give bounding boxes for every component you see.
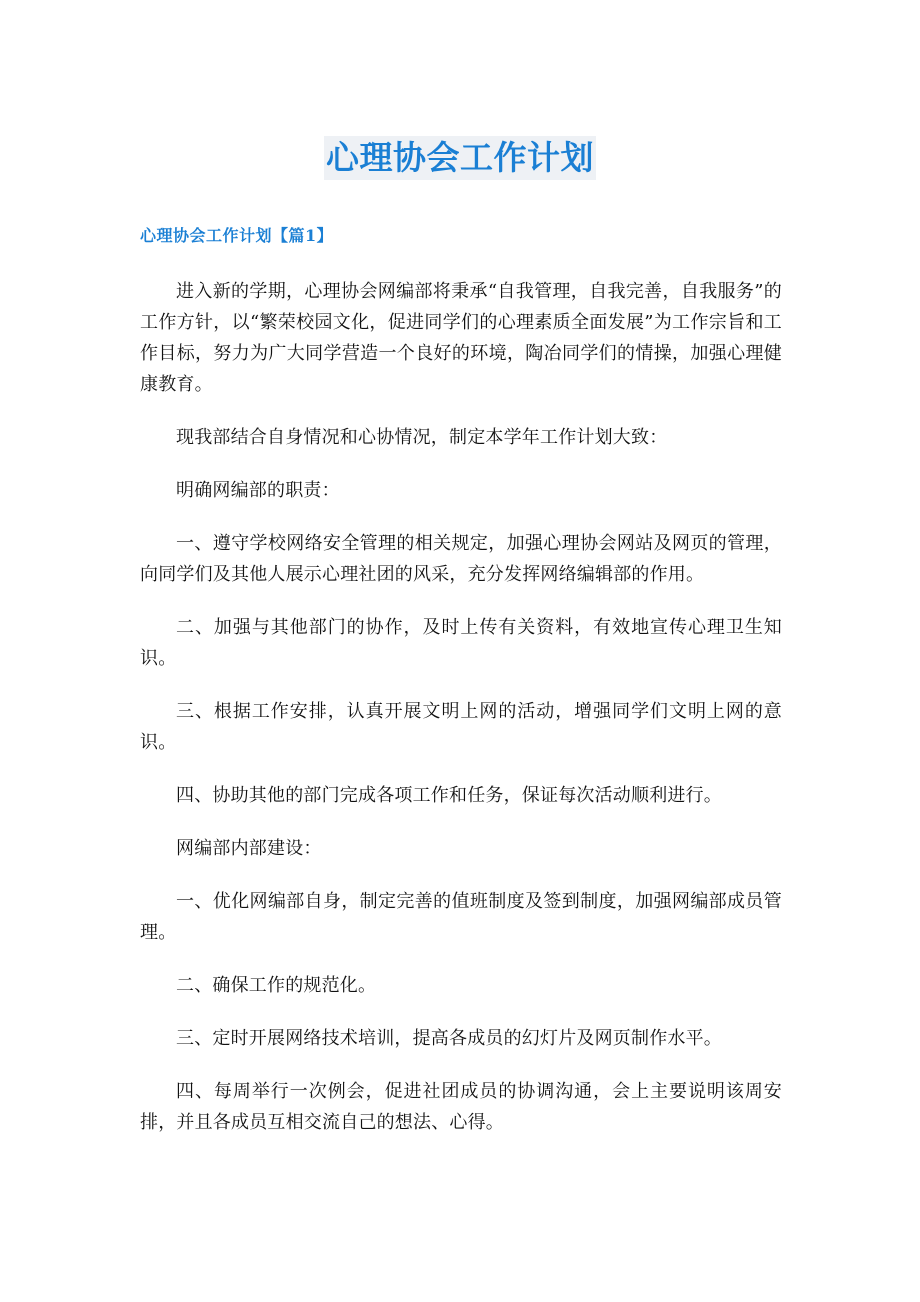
paragraph-duty-3: 三、根据工作安排，认真开展文明上网的活动，增强同学们文明上网的意识。 — [140, 701, 782, 753]
paragraph-duty-4: 四、协助其他的部门完成各项工作和任务，保证每次活动顺利进行。 — [176, 785, 722, 806]
paragraph-duty-1: 一、遵守学校网络安全管理的相关规定，加强心理协会网站及网页的管理，向同学们及其他人展示心理社团的风采，充分发挥网络编辑部的作用。 — [140, 533, 782, 585]
paragraph-internal-2: 二、确保工作的规范化。 — [176, 975, 377, 996]
document-body — [140, 276, 782, 1160]
paragraph-plan-summary: 现我部结合自身情况和心协情况，制定本学年工作计划大致： — [176, 427, 668, 448]
paragraph-duty-2: 二、加强与其他部门的协作，及时上传有关资料，有效地宣传心理卫生知识。 — [140, 617, 782, 669]
paragraph-internal-3: 三、定时开展网络技术培训，提高各成员的幻灯片及网页制作水平。 — [176, 1028, 722, 1049]
paragraph-internal-1: 一、优化网编部自身，制定完善的值班制度及签到制度，加强网编部成员管理。 — [140, 891, 782, 943]
title-container — [0, 136, 920, 180]
section-heading: 心理协会工作计划【篇1】 — [140, 226, 334, 245]
paragraph-duties-heading: 明确网编部的职责： — [176, 480, 340, 501]
paragraph-internal-4: 四、每周举行一次例会，促进社团成员的协调沟通，会上主要说明该周安排，并且各成员互相交流自己的想法、心得。 — [140, 1081, 782, 1133]
paragraph-internal-heading: 网编部内部建设： — [176, 838, 322, 859]
paragraph-intro: 进入新的学期，心理协会网编部将秉承“自我管理，自我完善，自我服务”的工作方针，以“繁荣校园文化，促进同学们的心理素质全面发展”为工作宗旨和工作目标，努力为广大同学营造一个良好的环境，陶冶同学们的情操，加强心理健康教育。 — [140, 281, 782, 395]
document-title: 心理协会工作计划 — [324, 136, 596, 180]
